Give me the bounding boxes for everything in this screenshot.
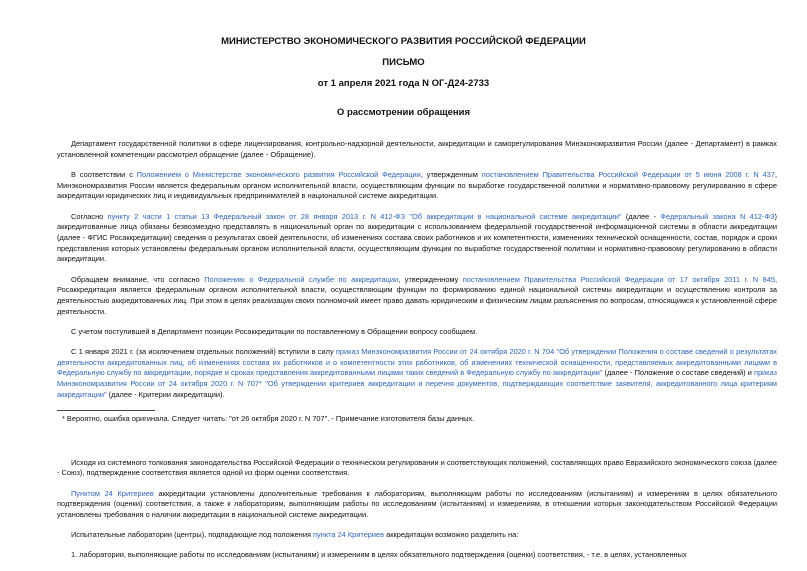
link-criteria-point-24-b[interactable]: пункта 24 Критериев [313, 530, 385, 540]
footnote-divider [57, 410, 155, 411]
link-law-412-article-13[interactable]: пункту 2 части 1 статьи 13 Федеральный закон от 28 января 2013 г. N 412-ФЗ "Об аккредитации в национальной системе аккредитации" [107, 211, 622, 221]
paragraph-position: С учетом поступившей в Департамент позиции Росаккредитации по поставленному в Обращении вопросу сообщаем. [71, 326, 478, 336]
document-subject: О рассмотрении обращения [336, 107, 471, 118]
paragraph-department: Департамент государственной политики в сфере лицензирования, контрольно-надзорной деятельности, аккредитации и саморегулирования Минэкономразвития России (далее - Департамент) в рамках установленной компетенции рассмотрел обращение (далее - Обращение). [57, 139, 777, 159]
link-government-decree-845[interactable]: постановлением Правительства Российской Федерации от 17 октября 2011 г. N 845 [462, 274, 775, 284]
paragraph-orders: С 1 января 2021 г. (за исключением отдельных положений) вступили в силу приказ Минэкономразвития России от 24 октября 2020 г. N 704 "Об утверждении Положения о составе сведений о результатах деятельности аккредитованных лиц, об изменениях состава их работников и о компетентности этих работников, об изменениях технической оснащенности, представляемых аккредитованными лицами в Федеральную службу по аккредитации, порядке и сроках представления аккредитованными лицами таких сведений в Федеральную службу по аккредитации" (далее - Положение о составе сведений) и приказ Минэкономразвития России от 24 октября 2020 г. N 707* "Об утверждении критериев аккредитации и перечня документов, подтверждающих соответствие заявителя, аккредитованного лица критериям аккредитации" (далее - Критерии аккредитации). [57, 347, 777, 399]
paragraph-lab-type-1: 1. лаборатории, выполняющие работы по исследованиям (испытаниям) и измерениям в целях обязательного подтверждения (оценки) соответствия, - т.е. в целях, установленных [71, 550, 687, 560]
link-criteria-point-24[interactable]: Пунктом 24 Критериев [71, 488, 154, 498]
paragraph-conformity: Исходя из системного толкования законодательства Российской Федерации о техническом регулировании и соответствующих положений, составляющих право Евразийского экономического союза (далее - Союз), подтверждение соответствия является одной из форм оценки соответствия. [57, 457, 778, 478]
link-order-707[interactable]: приказ Минэкономразвития России от 24 октября 2020 г. N 707* "Об утверждении критериев аккредитации и перечня документов, подтверждающих соответствие заявителя, аккредитованного лица критериям аккредитации" [57, 368, 777, 399]
paragraph-law-412: Согласно пункту 2 части 1 статьи 13 Федеральный закон от 28 января 2013 г. N 412-ФЗ "Об аккредитации в национальной системе аккредитации" (далее - Федеральный закона N 412-ФЗ) аккредитованные лица обязаны безвозмездно представлять в национальный орган по аккредитации с использованием федеральной государственной информационной системы в области аккредитации (далее - ФГИС Росаккредитации) сведения о результатах своей деятельности, об изменениях состава своих работников и их компетентности, изменениях технической оснащенности, состав, порядок и сроки представления которых установлены федеральным органом исполнительной власти, осуществляющим функции по выработке государственной политики и нормативно-правовому регулированию в области аккредитации. [57, 211, 777, 264]
link-order-704[interactable]: приказ Минэкономразвития России от 24 октября 2020 г. N 704 "Об утверждении Положения о составе сведений о результатах деятельности аккредитованных лиц, об изменениях состава их работников и о компетентности этих работников, об изменениях технической оснащенности, представляемых аккредитованными лицами в Федеральную службу по аккредитации, порядке и сроках представления аккредитованными лицами таких сведений в Федеральную службу по аккредитации" [57, 347, 777, 378]
paragraph-rosakkreditatsiya: Обращаем внимание, что согласно Положению о Федеральной службе по аккредитации, утвержденному постановлением Правительства Российской Федерации от 17 октября 2011 г. N 845, Росаккредитация является федеральным органом исполнительной власти, осуществляющим функции по формированию единой национальной системы аккредитации и осуществлению контроля за деятельностью аккредитованных лиц. При этом в целях реализации своих полномочий имеет право давать юридическим и физическим лицам разъяснения по вопросам, относящимся к установленной сфере деятельности. [57, 274, 777, 316]
document-type: ПИСЬМО [382, 57, 425, 68]
document-date-number: от 1 апреля 2021 года N ОГ-Д24-2733 [317, 78, 490, 89]
link-ministry-regulation[interactable]: Положением о Министерстве экономического развития Российской Федерации [136, 169, 421, 179]
document-body [57, 139, 777, 561]
link-law-412[interactable]: Федеральный закона N 412-ФЗ [660, 211, 775, 221]
ministry-title: МИНИСТЕРСТВО ЭКОНОМИЧЕСКОГО РАЗВИТИЯ РОССИЙСКОЙ ФЕДЕРАЦИИ [221, 36, 586, 47]
footnote: * Вероятно, ошибка оригинала. Следует читать: "от 26 октября 2020 г. N 707". - Примечание изготовителя базы данных. [62, 414, 475, 424]
link-accreditation-service-regulation[interactable]: Положению о Федеральной службе по аккредитации [204, 274, 399, 284]
paragraph-criteria-24: Пунктом 24 Критериев аккредитации установлены дополнительные требования к лабораториям, выполняющим работы по исследованиям (испытаниям) и измерениям в целях обязательного подтверждения (оценки) соответствия, а также к лабораториям, выполняющим работы по исследованиям (испытаниям) и измерениям, в отношении которых законодательством Российской Федерации установлены требования о наличии аккредитации в национальной системе аккредитации. [57, 488, 777, 520]
paragraph-labs: Испытательные лаборатории (центры), подпадающие под положения пункта 24 Критериев аккредитации возможно разделить на: [71, 530, 519, 540]
paragraph-ministry-role: В соответствии с Положением о Министерстве экономического развития Российской Федерации, утвержденным постановлением Правительства Российской Федерации от 5 июня 2008 г. N 437, Минэкономразвития России является федеральным органом исполнительной власти, осуществляющим функции по выработке государственной политики и нормативно-правовому регулированию в сфере аккредитации юридических лиц и индивидуальных предпринимателей в национальной системе аккредитации. [57, 169, 777, 201]
link-government-decree-437[interactable]: постановлением Правительства Российской Федерации от 5 июня 2008 г. N 437 [481, 169, 775, 179]
